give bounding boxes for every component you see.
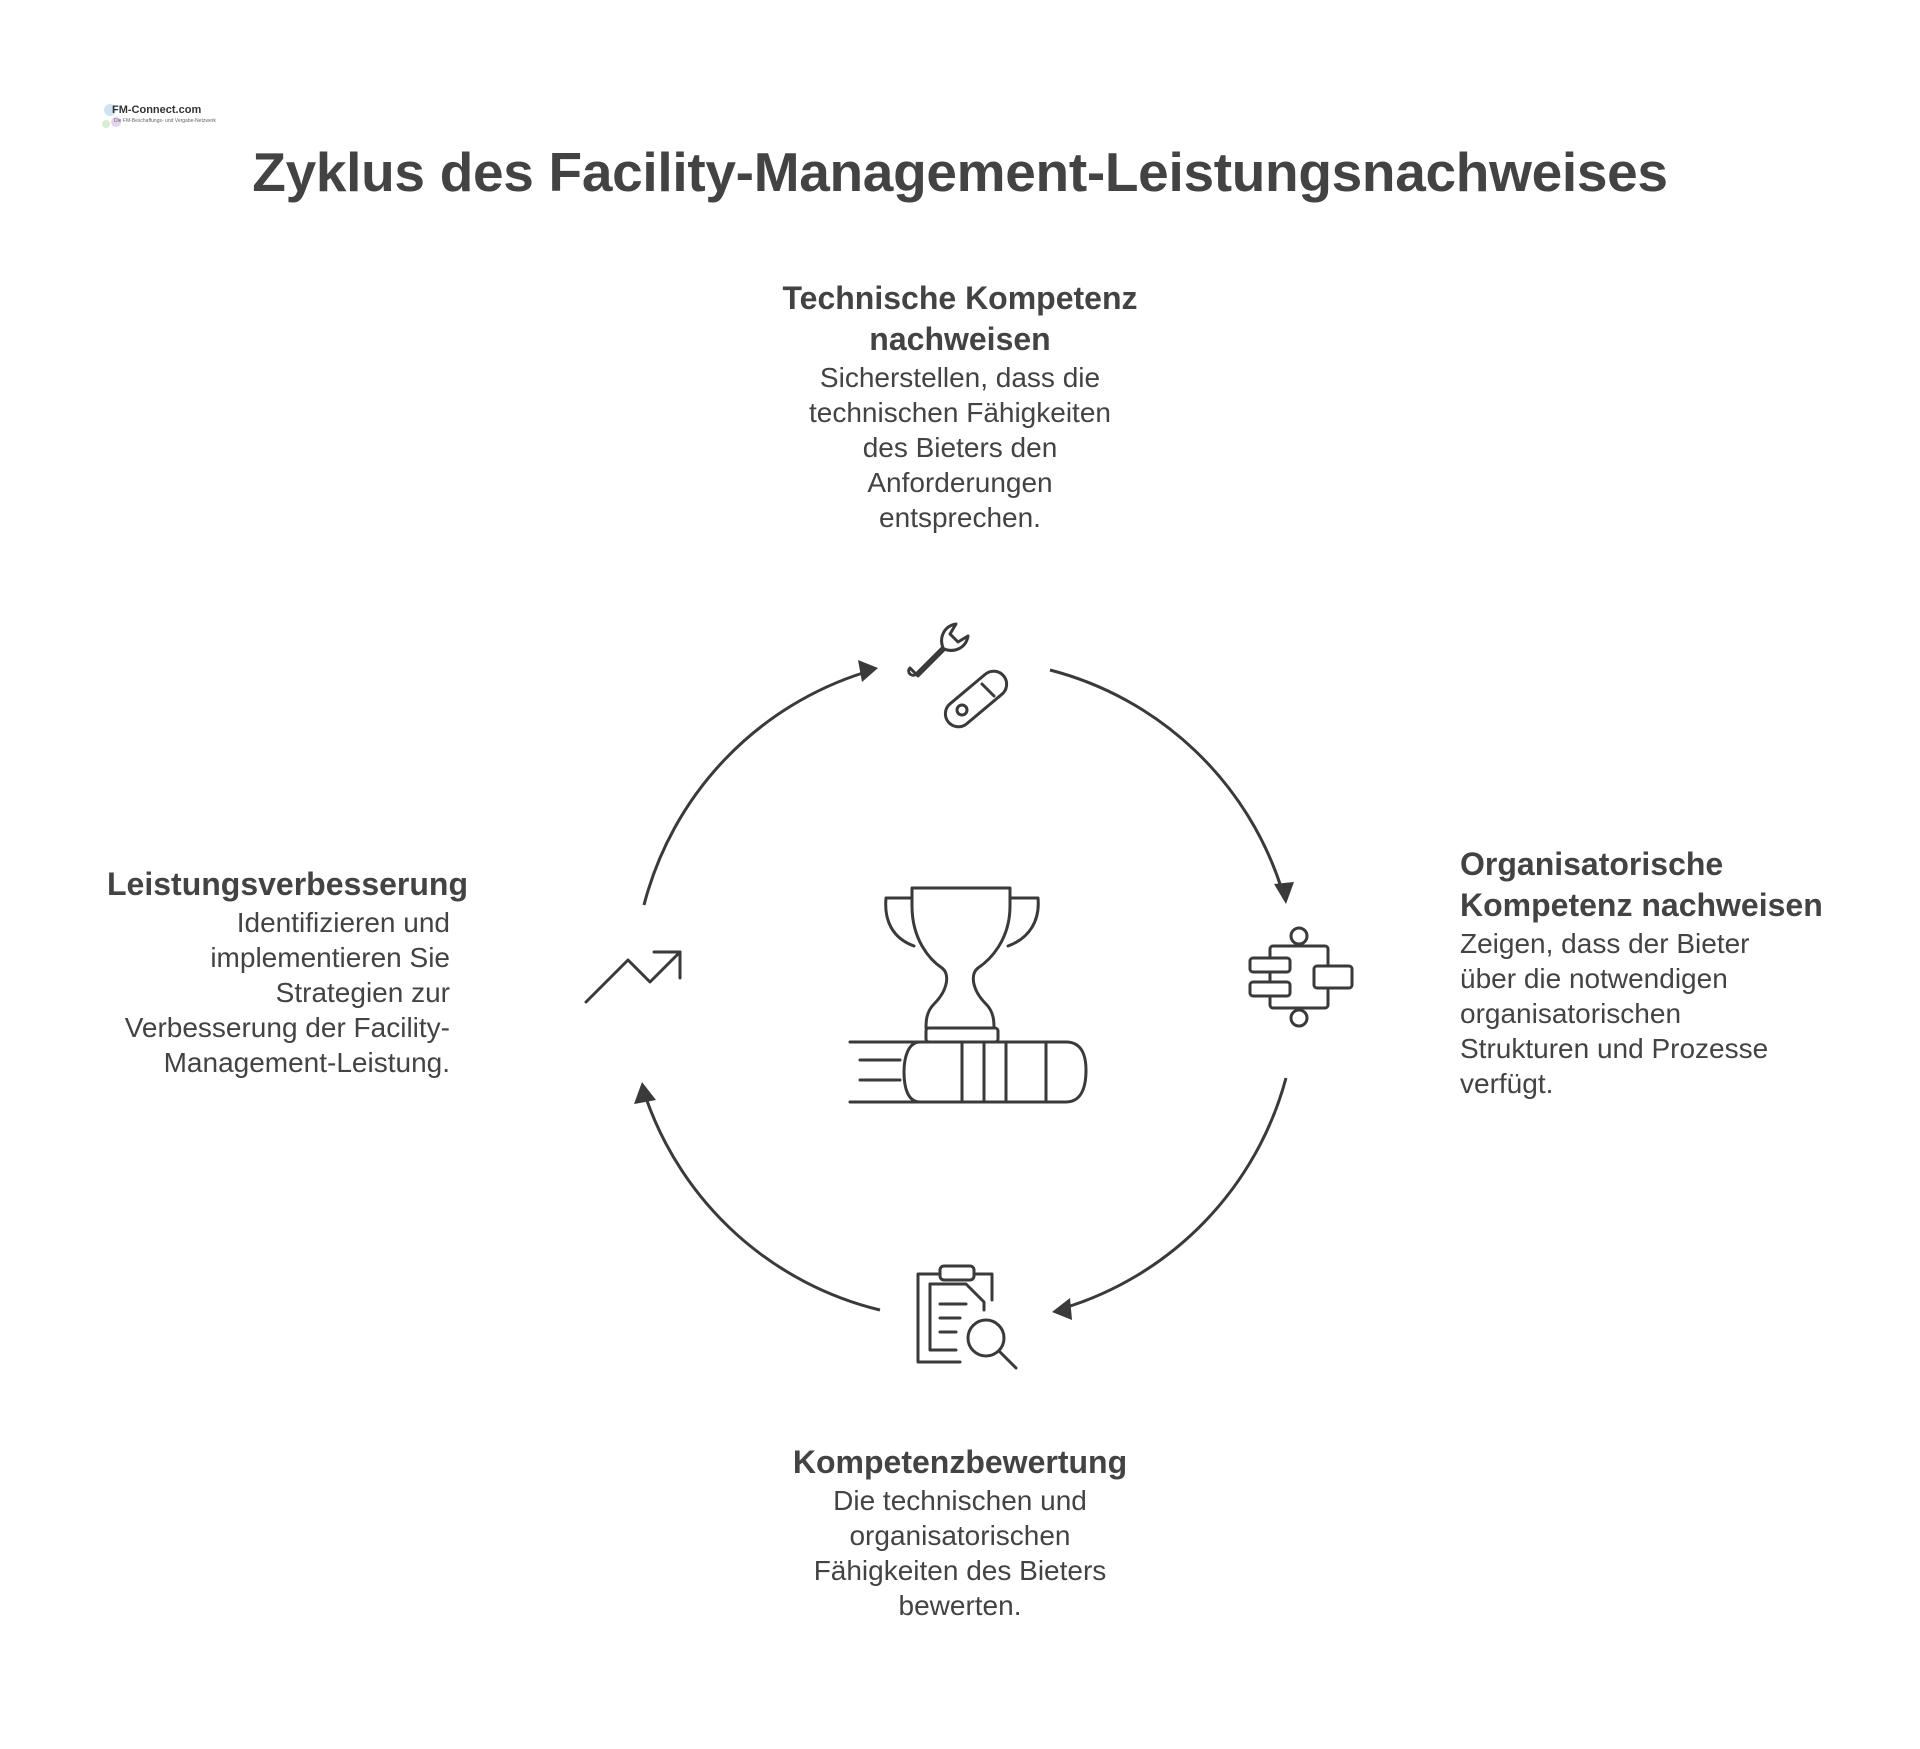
logo-text: FM-Connect.com (112, 104, 202, 116)
step-improvement-description: Identifizieren und implementieren Sie Strategien zur Verbesserung der Facility- Management-Leistung. (124, 907, 450, 1078)
step-organisational-competence (1460, 844, 1880, 1101)
step-improvement-heading: Leistungsverbesserung (107, 866, 468, 902)
cycle-arrow-top-to-right (1050, 670, 1282, 890)
arrowhead-top-left (858, 660, 878, 682)
cycle-arrow-bottom-to-left (646, 1098, 880, 1310)
arrowhead-left-bottom (634, 1082, 656, 1104)
arrowhead-right-top (1274, 882, 1294, 904)
trend-up-icon (586, 952, 680, 1002)
logo-tagline: Die FM-Beschaffungs- und Vergabe-Netzwerk (114, 118, 216, 124)
step-technical-competence (740, 278, 1180, 535)
page-title: Zyklus des Facility-Management-Leistungsnachweises (252, 141, 1668, 203)
clipboard-search-icon (918, 1266, 1016, 1368)
step-assessment-heading: Kompetenzbewertung (792, 1444, 1128, 1480)
wrench-and-tool-icon (909, 624, 1012, 732)
cycle-arrow-right-to-bottom (1064, 1078, 1286, 1308)
step-performance-improvement (60, 864, 480, 1080)
trophy-on-book-icon (850, 888, 1086, 1102)
step-technical-heading: Technische Kompetenz nachweisen (782, 280, 1138, 357)
step-competence-assessment (740, 1442, 1180, 1623)
step-technical-description: Sicherstellen, dass die technischen Fähigkeiten des Bieters den Anforderungen entsprechen. (809, 362, 1111, 533)
process-flow-icon (1250, 928, 1352, 1026)
arrowhead-bottom-right (1052, 1298, 1072, 1320)
step-organisational-heading: Organisatorische Kompetenz nachweisen (1460, 846, 1823, 923)
step-assessment-description: Die technischen und organisatorischen Fähigkeiten des Bieters bewerten. (813, 1485, 1107, 1621)
cycle-arrow-left-to-top (644, 672, 866, 905)
step-organisational-description: Zeigen, dass der Bieter über die notwendigen organisatorischen Strukturen und Prozesse verfügt. (1460, 928, 1769, 1099)
